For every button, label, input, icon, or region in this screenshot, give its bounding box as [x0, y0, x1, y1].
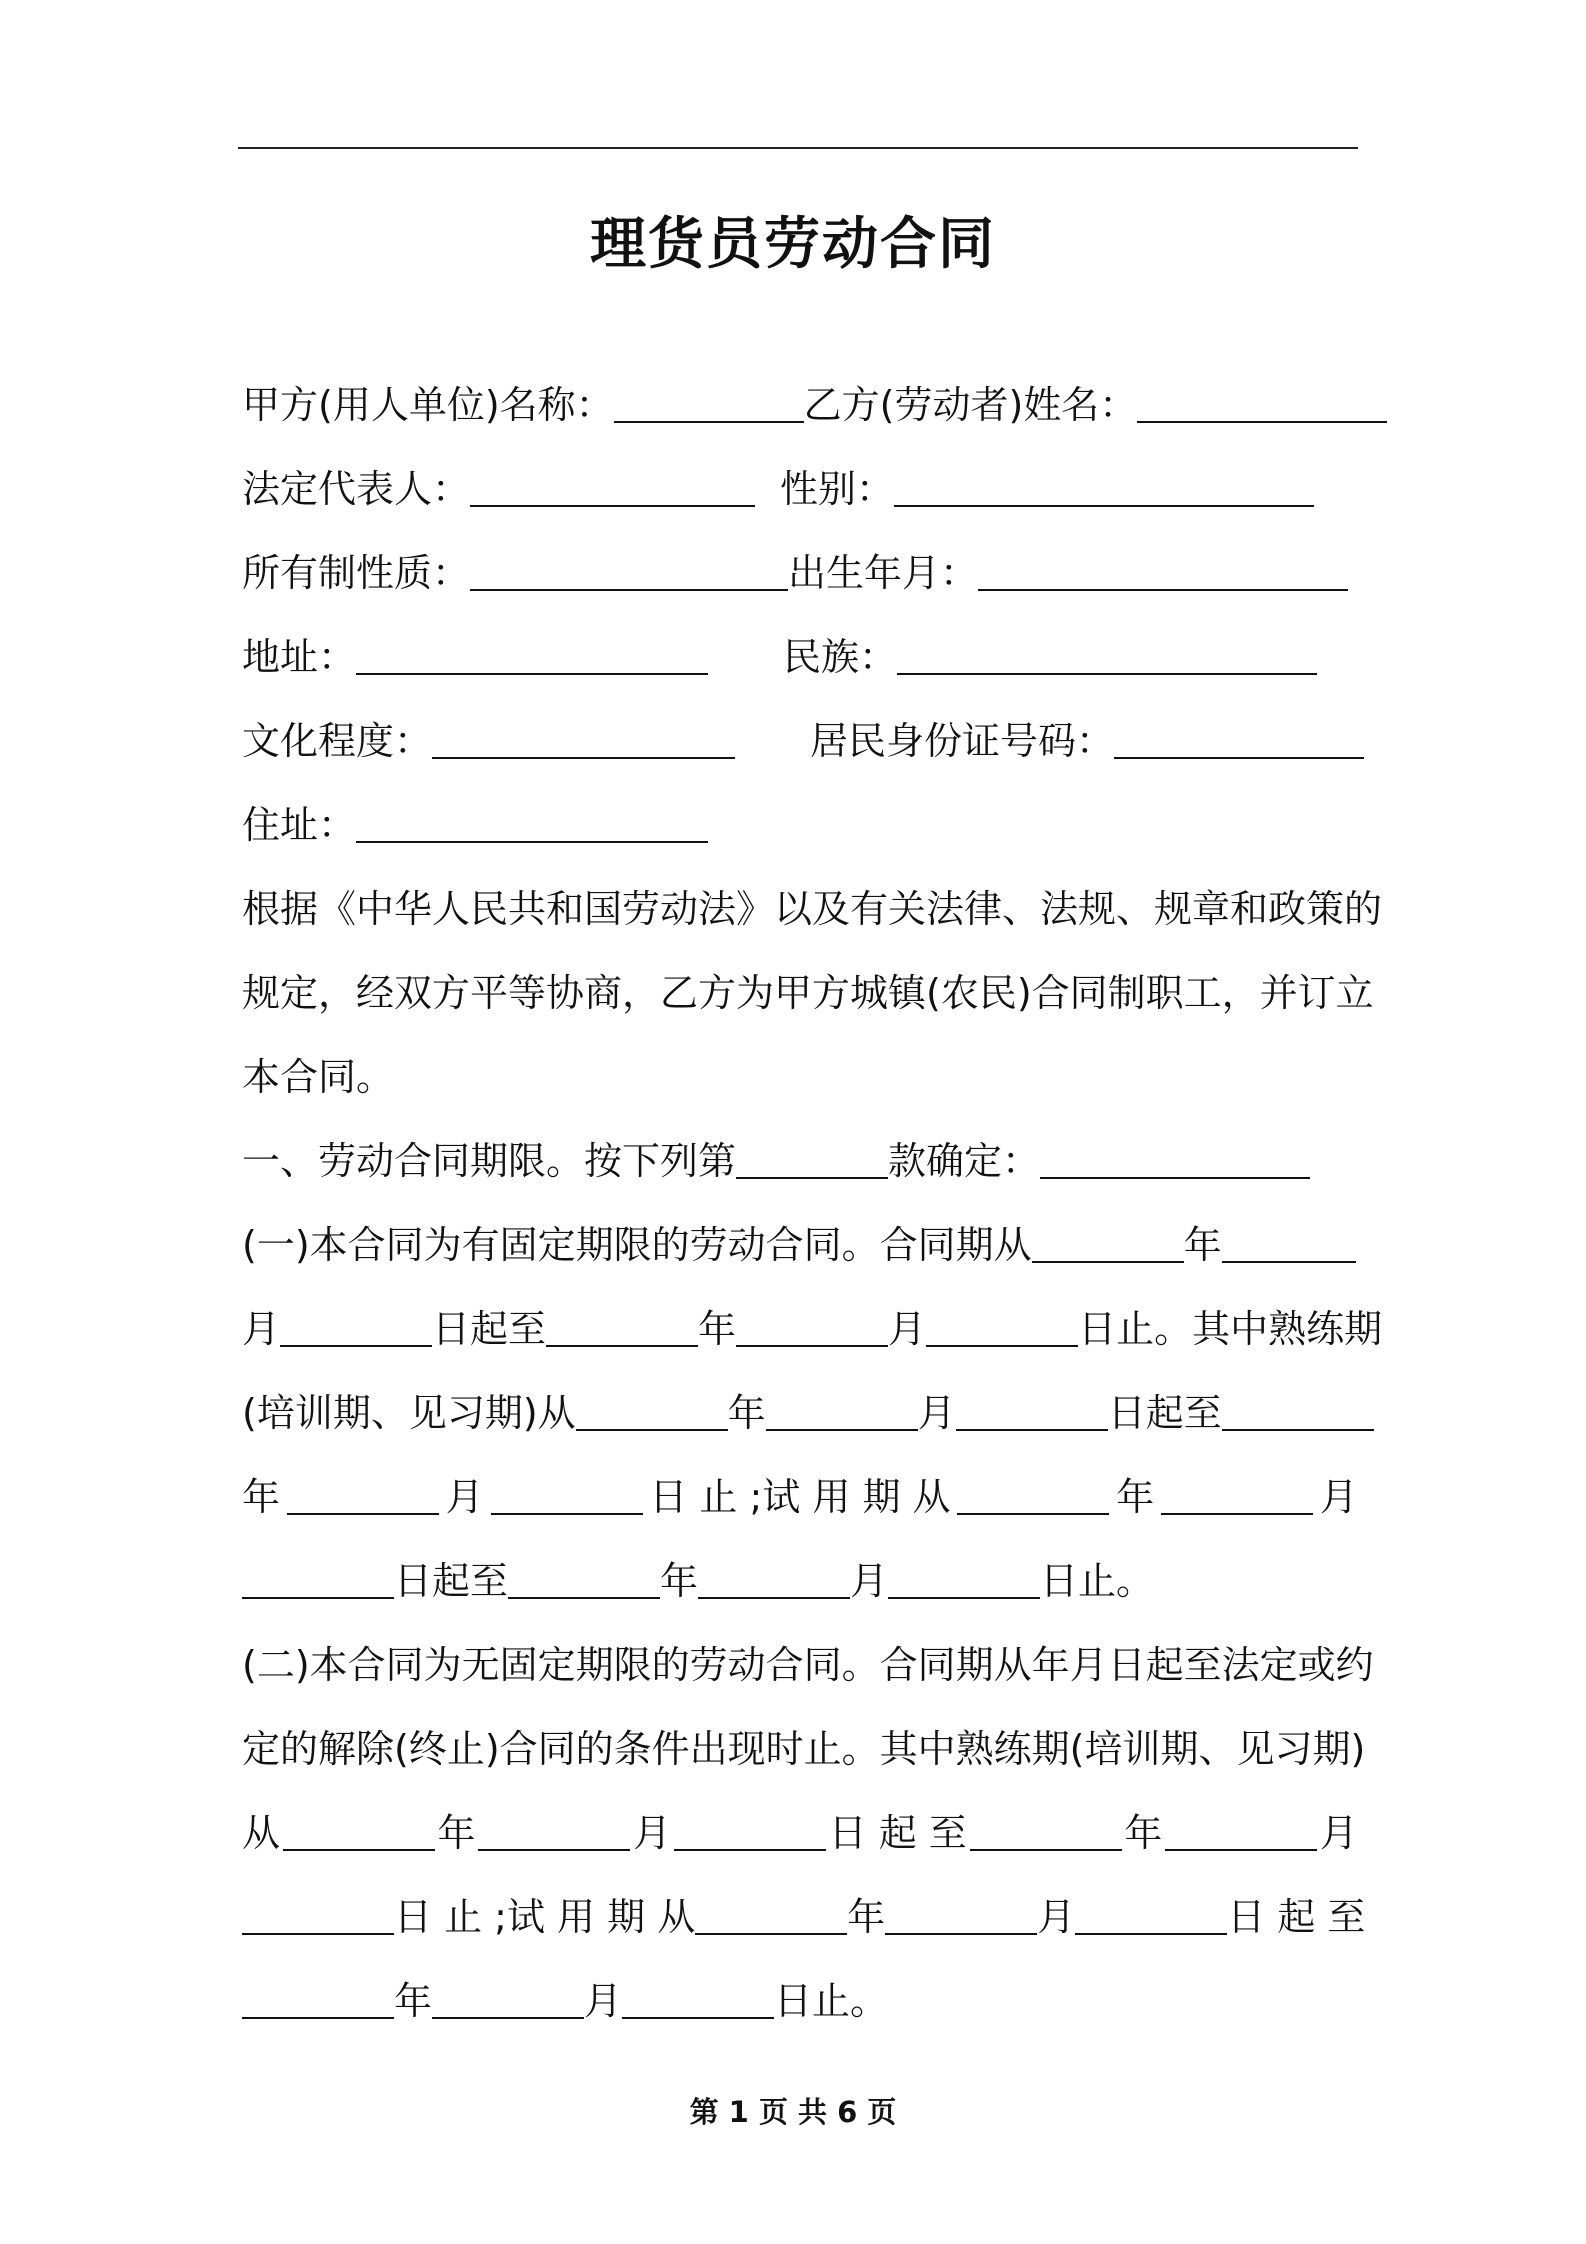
- indef-training-end-month-field[interactable]: [1165, 1803, 1317, 1851]
- id-number-label: 居民身份证号码：: [810, 719, 1115, 763]
- month-unit: 月: [242, 1307, 281, 1351]
- clause-number-field[interactable]: [736, 1131, 888, 1179]
- indef-training-start-day-field[interactable]: [674, 1803, 826, 1851]
- month-unit: 月: [888, 1307, 927, 1351]
- year-unit: 年: [1183, 1223, 1222, 1267]
- day-from-to-text: 日 起 至: [828, 1811, 967, 1855]
- month-unit: 月: [584, 1979, 623, 2023]
- training-from-text: (培训期、见习期)从: [242, 1391, 576, 1435]
- preamble-line-3: 本合同。: [242, 1055, 395, 1099]
- probation-end-year-field[interactable]: [508, 1551, 660, 1599]
- month-unit: 月: [917, 1391, 956, 1435]
- fixed-start-month-field[interactable]: [1222, 1215, 1356, 1263]
- ownership-label: 所有制性质：: [242, 551, 471, 595]
- legal-rep-label: 法定代表人：: [242, 467, 471, 511]
- preamble-line-2: 规定，经双方平等协商，乙方为甲方城镇(农民)合同制职工，并订立: [242, 971, 1374, 1015]
- indef-training-start-month-field[interactable]: [478, 1803, 630, 1851]
- month-unit: 月: [1037, 1895, 1076, 1939]
- employee-name-field[interactable]: [1137, 375, 1387, 423]
- employer-name-label: 甲方(用人单位)名称：: [242, 383, 614, 427]
- from-text: 从: [242, 1811, 281, 1855]
- education-label: 文化程度：: [242, 719, 433, 763]
- employer-name-field[interactable]: [614, 375, 804, 423]
- section1-heading-b: 款确定：: [888, 1139, 1041, 1183]
- indef-probation-end-month-field[interactable]: [432, 1971, 584, 2019]
- year-unit: 年: [242, 1475, 281, 1519]
- party-row-1: [242, 375, 1358, 435]
- year-unit: 年: [1116, 1475, 1155, 1519]
- fixed-start-day-field[interactable]: [280, 1299, 432, 1347]
- fixed-term-intro: (一)本合同为有固定期限的劳动合同。合同期从: [242, 1223, 1032, 1267]
- year-unit: 年: [660, 1559, 699, 1603]
- training-start-month-field[interactable]: [766, 1383, 918, 1431]
- month-unit: 月: [850, 1559, 889, 1603]
- training-end-year-field[interactable]: [1222, 1383, 1374, 1431]
- header-rule: [238, 147, 1358, 149]
- indefinite-term-line-2: 定的解除(终止)合同的条件出现时止。其中熟练期(培训期、见习期): [242, 1727, 1366, 1771]
- birth-label: 出生年月：: [788, 551, 979, 595]
- preamble-line-1: 根据《中华人民共和国劳动法》以及有关法律、法规、规章和政策的: [242, 887, 1383, 931]
- indef-probation-start-day-field[interactable]: [1075, 1887, 1227, 1935]
- year-unit: 年: [698, 1307, 737, 1351]
- indefinite-term-line-3: [242, 1803, 1358, 1863]
- month-unit: 月: [1319, 1475, 1358, 1519]
- section1-heading-a: 一、劳动合同期限。按下列第: [242, 1139, 737, 1183]
- month-unit: 月: [633, 1811, 672, 1855]
- probation-from-text: 日 止 ;试 用 期 从: [394, 1895, 696, 1939]
- day-end-text: 日止。: [1040, 1559, 1155, 1603]
- ethnicity-field[interactable]: [897, 627, 1317, 675]
- party-row-2: [242, 459, 1358, 519]
- day-from-to-text: 日起至: [432, 1307, 547, 1351]
- day-end-text: 日止。其中熟练期: [1078, 1307, 1383, 1351]
- fixed-term-line-4: [242, 1467, 1358, 1527]
- indef-training-end-year-field[interactable]: [970, 1803, 1122, 1851]
- training-start-day-field[interactable]: [956, 1383, 1108, 1431]
- residence-field[interactable]: [356, 795, 708, 843]
- year-unit: 年: [847, 1895, 886, 1939]
- party-row-5: [242, 711, 1358, 771]
- education-field[interactable]: [432, 711, 735, 759]
- id-number-field[interactable]: [1114, 711, 1364, 759]
- party-row-3: [242, 543, 1358, 603]
- training-end-month-field[interactable]: [287, 1467, 439, 1515]
- ethnicity-label: 民族：: [783, 635, 898, 679]
- gender-field[interactable]: [894, 459, 1314, 507]
- indef-probation-end-year-field[interactable]: [242, 1971, 394, 2019]
- indefinite-term-line-4: [242, 1887, 1366, 1947]
- fixed-end-month-field[interactable]: [736, 1299, 888, 1347]
- section1-heading: [242, 1131, 1358, 1191]
- indef-probation-start-month-field[interactable]: [885, 1887, 1037, 1935]
- indefinite-term-line-5: [242, 1971, 1358, 2031]
- year-unit: 年: [1124, 1811, 1163, 1855]
- day-from-to-text: 日起至: [394, 1559, 509, 1603]
- year-unit: 年: [437, 1811, 476, 1855]
- party-row-6: [242, 795, 1358, 855]
- ownership-field[interactable]: [470, 543, 788, 591]
- fixed-term-line-2: [242, 1299, 1383, 1359]
- indef-training-end-day-field[interactable]: [242, 1887, 394, 1935]
- indef-probation-start-year-field[interactable]: [695, 1887, 847, 1935]
- training-start-year-field[interactable]: [576, 1383, 728, 1431]
- fixed-term-line-1: [242, 1215, 1358, 1275]
- clause-confirm-field[interactable]: [1040, 1131, 1310, 1179]
- fixed-end-year-field[interactable]: [546, 1299, 698, 1347]
- indef-training-start-year-field[interactable]: [283, 1803, 435, 1851]
- employee-name-label: 乙方(劳动者)姓名：: [803, 383, 1138, 427]
- probation-start-year-field[interactable]: [957, 1467, 1109, 1515]
- residence-label: 住址：: [242, 803, 357, 847]
- fixed-end-day-field[interactable]: [926, 1299, 1078, 1347]
- page-number-footer: 第 1 页 共 6 页: [689, 2095, 897, 2129]
- gender-label: 性别：: [780, 467, 895, 511]
- probation-start-month-field[interactable]: [1161, 1467, 1313, 1515]
- year-unit: 年: [394, 1979, 433, 2023]
- legal-rep-field[interactable]: [470, 459, 755, 507]
- probation-end-day-field[interactable]: [888, 1551, 1040, 1599]
- document-title: 理货员劳动合同: [590, 212, 996, 277]
- fixed-term-line-5: [242, 1551, 1358, 1611]
- party-row-4: [242, 627, 1358, 687]
- probation-from-text: 日 止 ;试 用 期 从: [649, 1475, 951, 1519]
- day-end-text: 日止。: [774, 1979, 889, 2023]
- probation-start-day-field[interactable]: [242, 1551, 394, 1599]
- indef-probation-end-day-field[interactable]: [622, 1971, 774, 2019]
- month-unit: 月: [1319, 1811, 1358, 1855]
- address-label: 地址：: [242, 635, 357, 679]
- probation-end-month-field[interactable]: [698, 1551, 850, 1599]
- birth-field[interactable]: [978, 543, 1348, 591]
- day-from-to-text: 日起至: [1107, 1391, 1222, 1435]
- fixed-term-line-3: [242, 1383, 1358, 1443]
- month-unit: 月: [445, 1475, 484, 1519]
- fixed-start-year-field[interactable]: [1032, 1215, 1184, 1263]
- year-unit: 年: [727, 1391, 766, 1435]
- training-end-day-field[interactable]: [491, 1467, 643, 1515]
- address-field[interactable]: [356, 627, 708, 675]
- indefinite-term-line-1: (二)本合同为无固定期限的劳动合同。合同期从年月日起至法定或约: [242, 1643, 1374, 1687]
- day-from-to-text: 日 起 至: [1227, 1895, 1366, 1939]
